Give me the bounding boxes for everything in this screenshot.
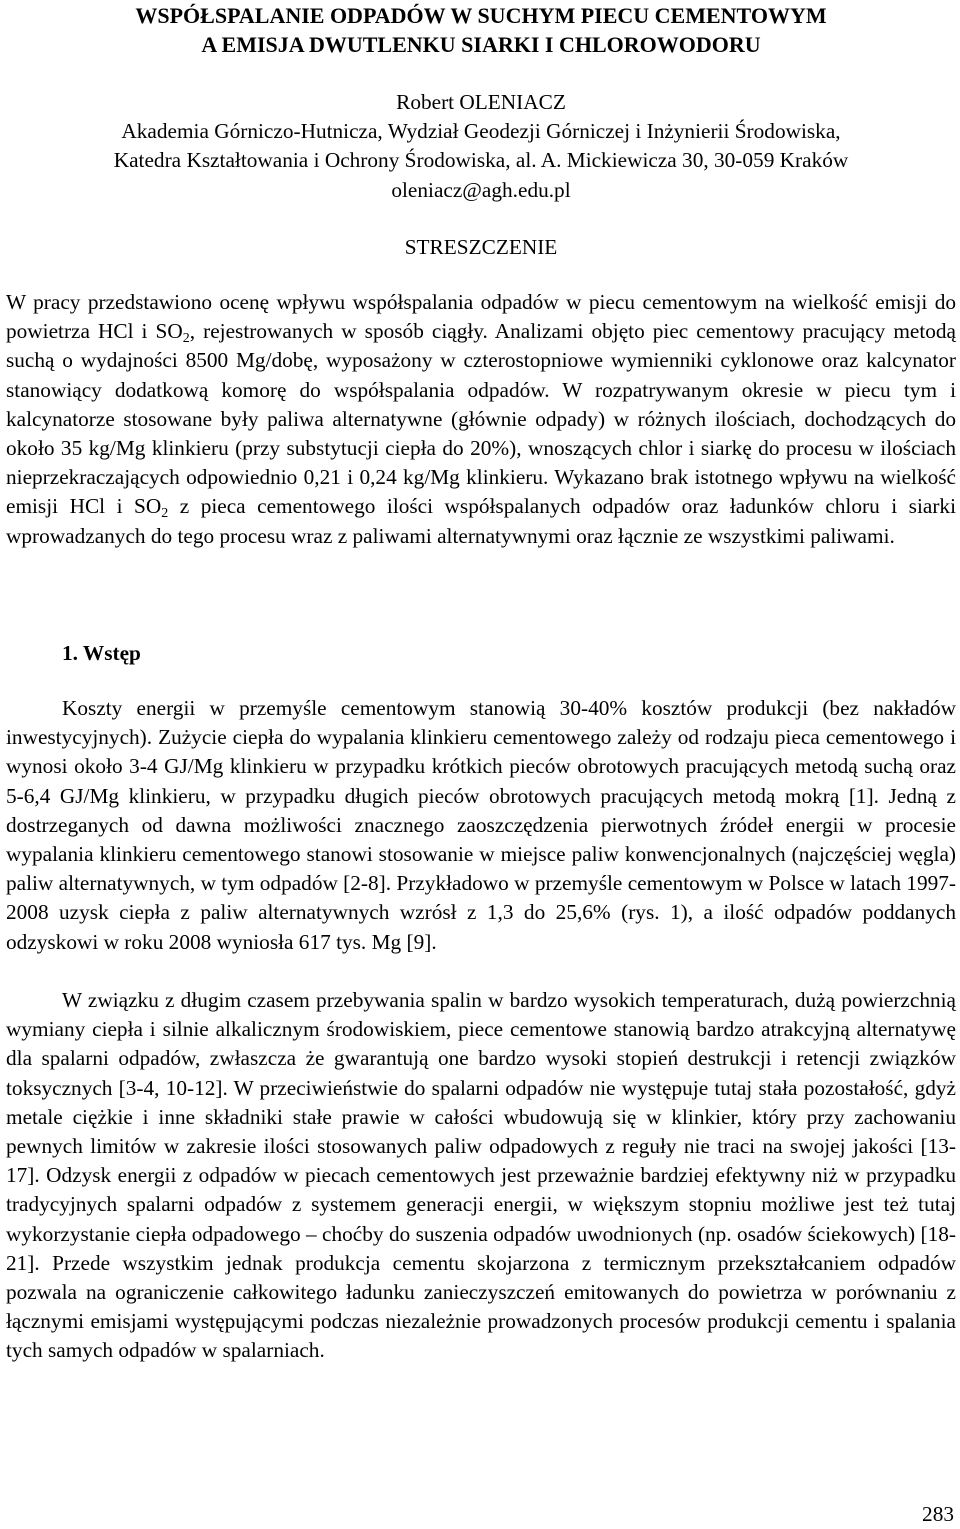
body-paragraph-1: Koszty energii w przemyśle cementowym stanowią 30-40% kosztów produkcji (bez nakładów inwestycyjnych). Zużycie ciepła do wypalania klinkieru cementowego zależy od rodzaju pieca cementowego i wynosi około 3-4 GJ/Mg klinkieru w przypadku krótkich pieców obrotowych pracujących metodą suchą oraz 5-6,4 GJ/Mg klinkieru, w przypadku długich pieców obrotowych pracujących metodą mokrą [1]. Jedną z dostrzeganych od dawna możliwości znacznego zaoszczędzenia pierwotnych źródeł energii w procesie wypalania klinkieru cementowego stanowi stosowanie w miejsce paliw konwencjonalnych (najczęściej węgla) paliw alternatywnych, w tym odpadów [2-8]. Przykładowo w przemyśle cementowym w Polsce w latach 1997-2008 uzysk ciepła z paliw alternatywnych wzrósł z 1,3 do 25,6% (rys. 1), a ilość odpadów poddanych odzyskowi w roku 2008 wyniosła 617 tys. Mg [9].	[6, 696, 956, 954]
document-page	[6, 0, 956, 1529]
abstract-text-part-a: W pracy przedstawiono ocenę wpływu współspalania odpadów w piecu cementowym na wielkość emisji do powietrza HCl i SO	[6, 290, 956, 344]
section-heading: 1. Wstęp	[62, 641, 141, 665]
abstract-text	[6, 288, 956, 551]
author-name: Robert OLENIACZ	[396, 90, 566, 114]
abstract-text-part-c: z pieca cementowego ilości współspalanych odpadów oraz ładunków chloru i siarki wprowadzanych do tego procesu wraz z paliwami alternatywnymi oraz łącznie ze wszystkimi paliwami.	[6, 494, 956, 548]
subscript-2: 2	[161, 506, 169, 522]
paper-title-line-2: A EMISJA DWUTLENKU SIARKI I CHLOROWODORU	[201, 32, 761, 57]
subscript-2: 2	[182, 331, 190, 347]
paper-title-line-1: WSPÓŁSPALANIE ODPADÓW W SUCHYM PIECU CEMENTOWYM	[135, 3, 827, 28]
abstract-text-part-b: , rejestrowanych w sposób ciągły. Analizami objęto piec cementowy pracujący metodą suchą o wydajności 8500 Mg/dobę, wyposażony w czterostopniowe wymienniki cyklonowe oraz kalcynator stanowiący dodatkową komorę do współspalania odpadów. W rozpatrywanym okresie w piecu tym i kalcynatorze stosowane były paliwa alternatywne (głównie odpady) w różnych ilościach, dochodzących do około 35 kg/Mg klinkieru (przy substytucji ciepła do 20%), wnoszących chlor i siarkę do procesu w ilościach nieprzekraczających odpowiednio 0,21 i 0,24 kg/Mg klinkieru. Wykazano brak istotnego wpływu na wielkość emisji HCl i SO	[6, 319, 957, 519]
body-paragraph-2: W związku z długim czasem przebywania spalin w bardzo wysokich temperaturach, dużą powierzchnią wymiany ciepła i silnie alkalicznym środowiskiem, piece cementowe stanowią bardzo atrakcyjną alternatywę dla spalarni odpadów, zwłaszcza że gwarantują one bardzo wysoki stopień destrukcji i retencji związków toksycznych [3-4, 10-12]. W przeciwieństwie do spalarni odpadów nie występuje tutaj stała pozostałość, gdyż metale ciężkie i inne składniki stałe prawie w całości wbudowują się w klinkier, który przy zachowaniu pewnych limitów w zakresie ilości stosowanych paliw odpadowych z reguły nie traci na swojej jakości [13-17]. Odzysk energii z odpadów w piecach cementowych jest przeważnie bardziej efektywny niż w przypadku tradycyjnych spalarni odpadów z systemem generacji energii, w większym stopniu możliwe jest też tutaj wykorzystanie ciepła odpadowego – choćby do suszenia odpadów uwodnionych (np. osadów ściekowych) [18-21]. Przede wszystkim jednak produkcja cementu skojarzona z termicznym przekształcaniem odpadów pozwala na ograniczenie całkowitego ładunku zanieczyszczeń emitowanych do powietrza w porównaniu z łącznymi emisjami występującymi podczas niezależnie prowadzonych procesów produkcji cementu i spalania tych samych odpadów w spalarniach.	[6, 988, 956, 1363]
author-affiliation-line-2: Katedra Kształtowania i Ochrony Środowiska, al. A. Mickiewicza 30, 30-059 Kraków	[113, 148, 849, 172]
page-number: 283	[922, 1502, 954, 1526]
author-email: oleniacz@agh.edu.pl	[391, 178, 571, 202]
author-affiliation-line-1: Akademia Górniczo-Hutnicza, Wydział Geodezji Górniczej i Inżynierii Środowiska,	[121, 119, 841, 143]
abstract-heading: STRESZCZENIE	[404, 235, 558, 259]
